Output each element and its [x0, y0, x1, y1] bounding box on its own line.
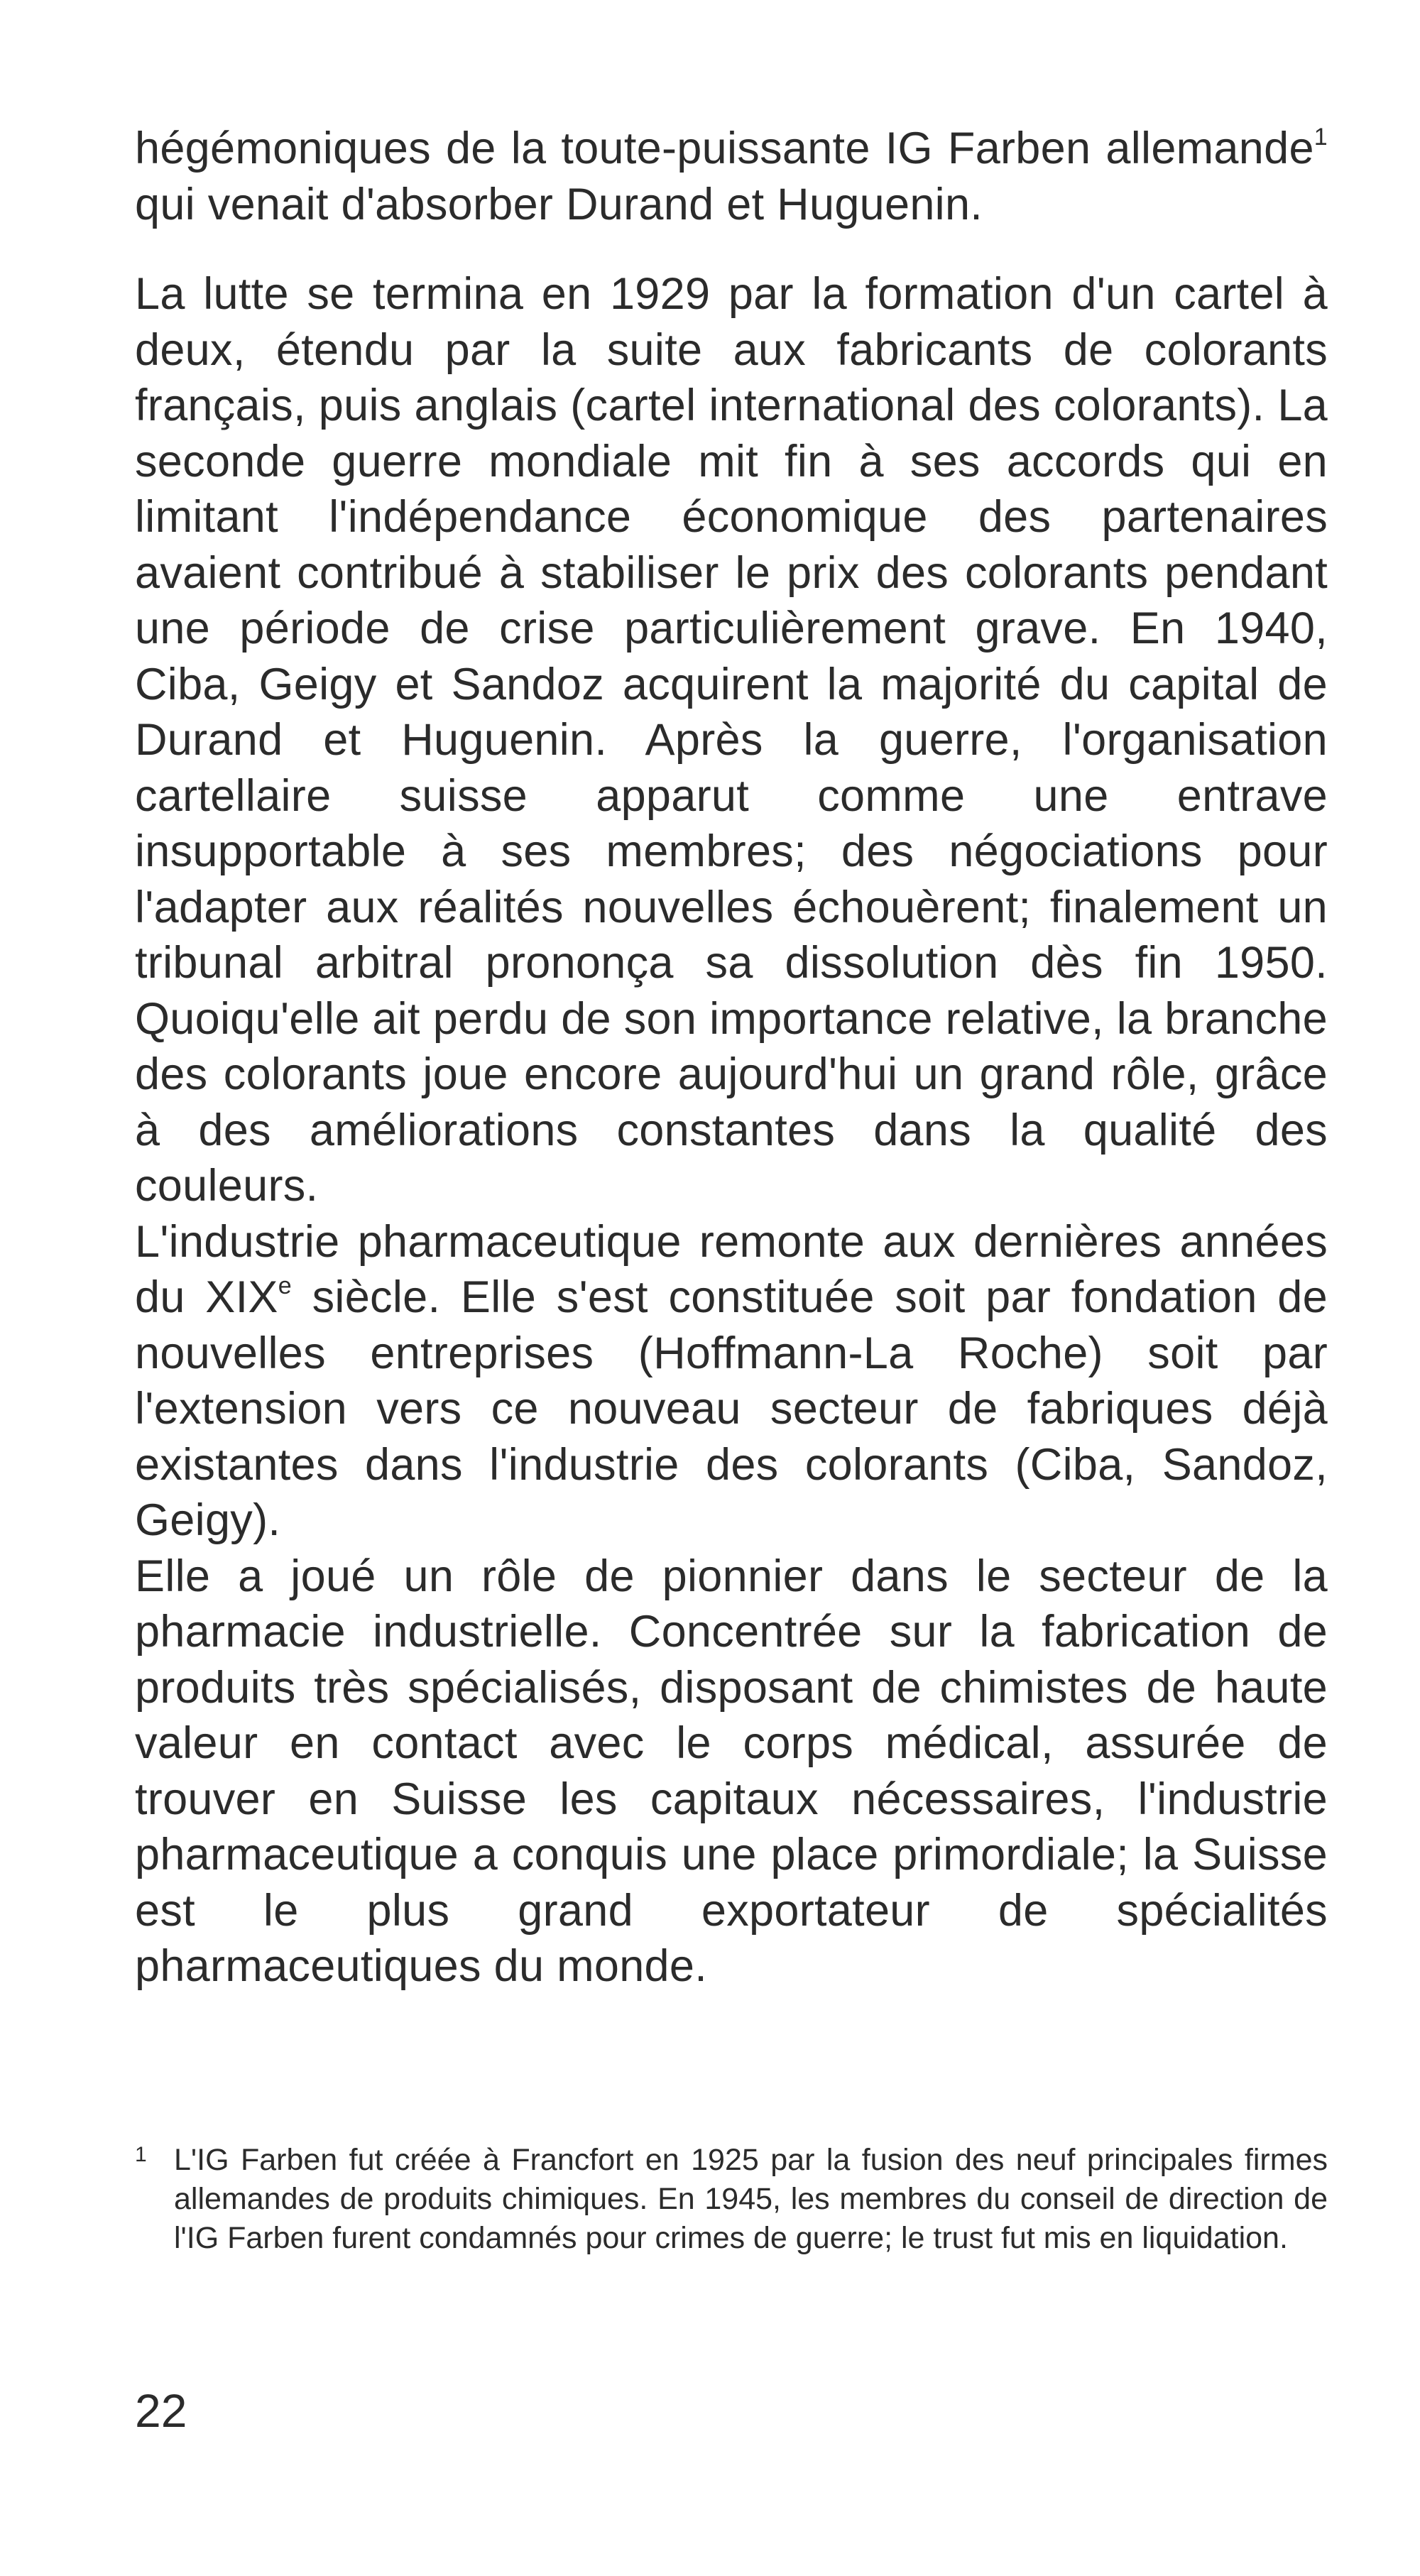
paragraph-pharma-origins	[135, 1214, 1328, 1549]
paragraph-pharma-role: Elle a joué un rôle de pionnier dans le secteur de la pharmacie industrielle. Concentrée sur la fabrication de produits très spécialisés, disposant de chimistes de haute valeur en contact avec le corps médical, assurée de trouver en Suisse les capitaux nécessaires, l'industrie pharmaceutique a conquis une place primordiale; la Suisse est le plus grand exportateur de spécialités pharmaceutiques du monde.	[135, 1551, 1328, 1991]
main-text	[135, 121, 1328, 1994]
paragraph-text: hégémoniques de la toute-puissante IG Farben allemande	[135, 124, 1314, 173]
paragraph-dye-cartel: La lutte se termina en 1929 par la formation d'un cartel à deux, étendu par la suite aux fabricants de colorants français, puis anglais (cartel international des colorants). La seconde guerre mondiale mit fin à ses accords qui en limitant l'indépendance économique des partenaires avaient contribué à stabiliser le prix des colorants pendant une période de crise particulièrement grave. En 1940, Ciba, Geigy et Sandoz acquirent la majorité du capital de Durand et Huguenin. Après la guerre, l'organisation cartellaire suisse apparut comme une entrave insupportable à ses membres; des négociations pour l'adapter aux réalités nouvelles échouèrent; finalement un tribunal arbitral prononça sa dissolution dès fin 1950. Quoiqu'elle ait perdu de son importance relative, la branche des colorants joue encore aujourd'hui un grand rôle, grâce à des améliorations constantes dans la qualité des couleurs.	[135, 269, 1328, 1211]
footnote	[135, 2141, 1328, 2258]
superscript-e: e	[278, 1272, 292, 1299]
paragraph-text: siècle. Elle s'est constituée soit par fondation de nouvelles entreprises (Hoffmann-La Roche) soit par l'extension vers ce nouveau secteur de fabriques déjà existantes dans l'industrie des colorants (Ciba, Sandoz, Geigy).	[135, 1272, 1328, 1545]
footnote-reference[interactable]: 1	[1314, 124, 1328, 151]
paragraph-text: L'industrie pharmaceutique remonte aux dernières années du XIX	[135, 1216, 1328, 1322]
page-number: 22	[135, 2384, 187, 2437]
paragraph-continued	[135, 121, 1328, 232]
paragraph-text: qui venait d'absorber Durand et Huguenin.	[135, 179, 983, 229]
footnote-marker: 1	[135, 2143, 147, 2166]
footnote-text: L'IG Farben fut créée à Francfort en 1925 par la fusion des neuf principales firmes allemandes de produits chimiques. En 1945, les membres du conseil de direction de l'IG Farben furent condamnés pour crimes de guerre; le trust fut mis en liquidation.	[174, 2143, 1328, 2255]
